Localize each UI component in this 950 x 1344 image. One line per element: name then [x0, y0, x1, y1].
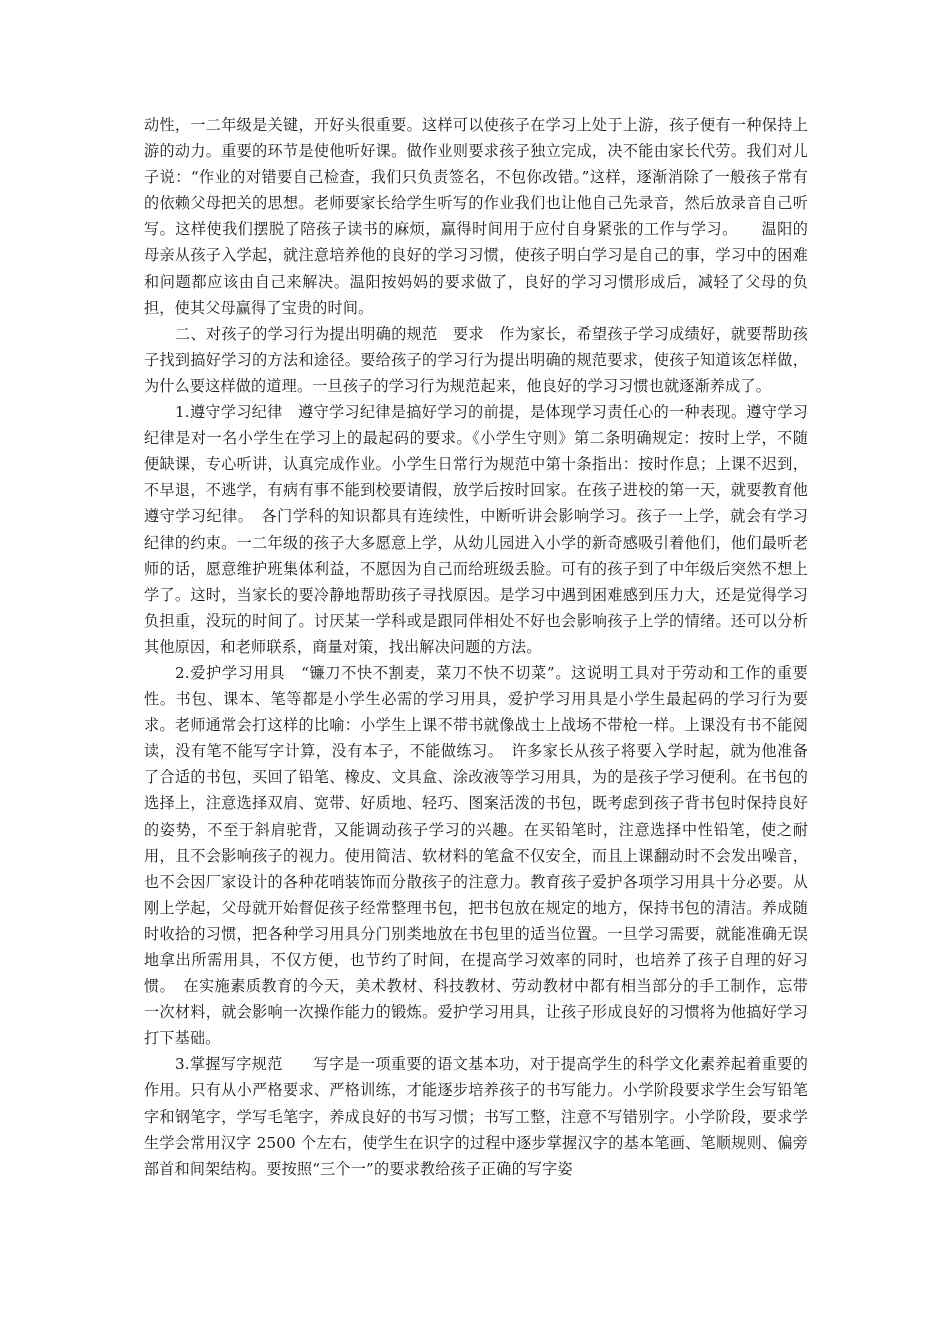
- paragraph-section-two: 二、对孩子的学习行为提出明确的规范 要求 作为家长，希望孩子学习成绩好，就要帮助孩子找到搞好学习的方法和途径。要给孩子的学习行为提出明确的规范要求，使孩子知道该怎样做，为什么要这样做的道理。一旦孩子的学习行为规范起来，他良好的学习习惯也就逐渐养成了。: [144, 324, 808, 395]
- paragraph-continuation: 动性，一二年级是关键，开好头很重要。这样可以使孩子在学习上处于上游，孩子便有一种保持上游的动力。重要的环节是使他听好课。做作业则要求孩子独立完成，决不能由家长代劳。我们对儿子说：“作业的对错要自己检查，我们只负责签名，不包你改错。”这样，逐渐消除了一般孩子常有的依赖父母把关的思想。老师要家长给学生听写的作业我们也让他自己先录音，然后放录音自己听写。这样使我们摆脱了陪孩子读书的麻烦，赢得时间用于应付自身紧张的工作与学习。 温阳的母亲从孩子入学起，就注意培养他的良好的学习习惯，使孩子明白学习是自己的事，学习中的困难和问题都应该由自己来解决。温阳按妈妈的要求做了，良好的学习习惯形成后，减轻了父母的负担，使其父母赢得了宝贵的时间。: [144, 116, 808, 317]
- document-page: [144, 112, 808, 1182]
- paragraph-item-three-writing: 3.掌握写字规范 写字是一项重要的语文基本功，对于提高学生的科学文化素养起着重要的作用。只有从小严格要求、严格训练，才能逐步培养孩子的书写能力。小学阶段要求学生会写铅笔字和钢笔字，学写毛笔字，养成良好的书写习惯；书写工整，注意不写错别字。小学阶段，要求学生学会常用汉字 2500 个左右，使学生在识字的过程中逐步掌握汉字的基本笔画、笔顺规则、偏旁部首和间架结构。要按照“三个一”的要求教给孩子正确的写字姿: [144, 1055, 808, 1178]
- paragraph-item-one-discipline: 1.遵守学习纪律 遵守学习纪律是搞好学习的前提，是体现学习责任心的一种表现。遵守学习纪律是对一名小学生在学习上的最起码的要求。《小学生守则》第二条明确规定：按时上学，不随便缺课，专心听讲，认真完成作业。小学生日常行为规范中第十条指出：按时作息；上课不迟到，不早退，不逃学，有病有事不能到校要请假，放学后按时回家。在孩子进校的第一天，就要教育他遵守学习纪律。 各门学科的知识都具有连续性，中断听讲会影响学习。孩子一上学，就会有学习纪律的约束。一二年级的孩子大多愿意上学，从幼儿园进入小学的新奇感吸引着他们，他们最听老师的话，愿意维护班集体利益，不愿因为自己而给班级丢脸。可有的孩子到了中年级后突然不想上学了。这时，当家长的要冷静地帮助孩子寻找原因。是学习中遇到困难感到压力大，还是觉得学习负担重，没玩的时间了。讨厌某一学科或是跟同伴相处不好也会影响孩子上学的情绪。还可以分析其他原因，和老师联系，商量对策，找出解决问题的方法。: [144, 403, 808, 656]
- paragraph-item-two-supplies: 2.爱护学习用具 “镰刀不快不割麦，菜刀不快不切菜”。这说明工具对于劳动和工作的重要性。书包、课本、笔等都是小学生必需的学习用具，爱护学习用具是小学生最起码的学习行为要求。老师通常会打这样的比喻：小学生上课不带书就像战士上战场不带枪一样。上课没有书不能阅读，没有笔不能写字计算，没有本子，不能做练习。 许多家长从孩子将要入学时起，就为他准备了合适的书包，买回了铅笔、橡皮、文具盒、涂改液等学习用具，为的是孩子学习便利。在书包的选择上，注意选择双肩、宽带、好质地、轻巧、图案活泼的书包，既考虑到孩子背书包时保持良好的姿势，不至于斜肩驼背，又能调动孩子学习的兴趣。在买铅笔时，注意选择中性铅笔，使之耐用，且不会影响孩子的视力。使用简洁、软材料的笔盒不仅安全，而且上课翻动时不会发出噪音，也不会因厂家设计的各种花哨装饰而分散孩子的注意力。教育孩子爱护各项学习用具十分必要。从刚上学起，父母就开始督促孩子经常整理书包，把书包放在规定的地方，保持书包的清洁。养成随时收拾的习惯，把各种学习用具分门别类地放在书包里的适当位置。一旦学习需要，就能准确无误地拿出所需用具，不仅方便，也节约了时间，在提高学习效率的同时，也培养了孩子自理的好习惯。 在实施素质教育的今天，美术教材、科技教材、劳动教材中都有相当部分的手工制作，忘带一次材料，就会影响一次操作能力的锻炼。爱护学习用具，让孩子形成良好的习惯将为他搞好学习打下基础。: [144, 663, 808, 1048]
